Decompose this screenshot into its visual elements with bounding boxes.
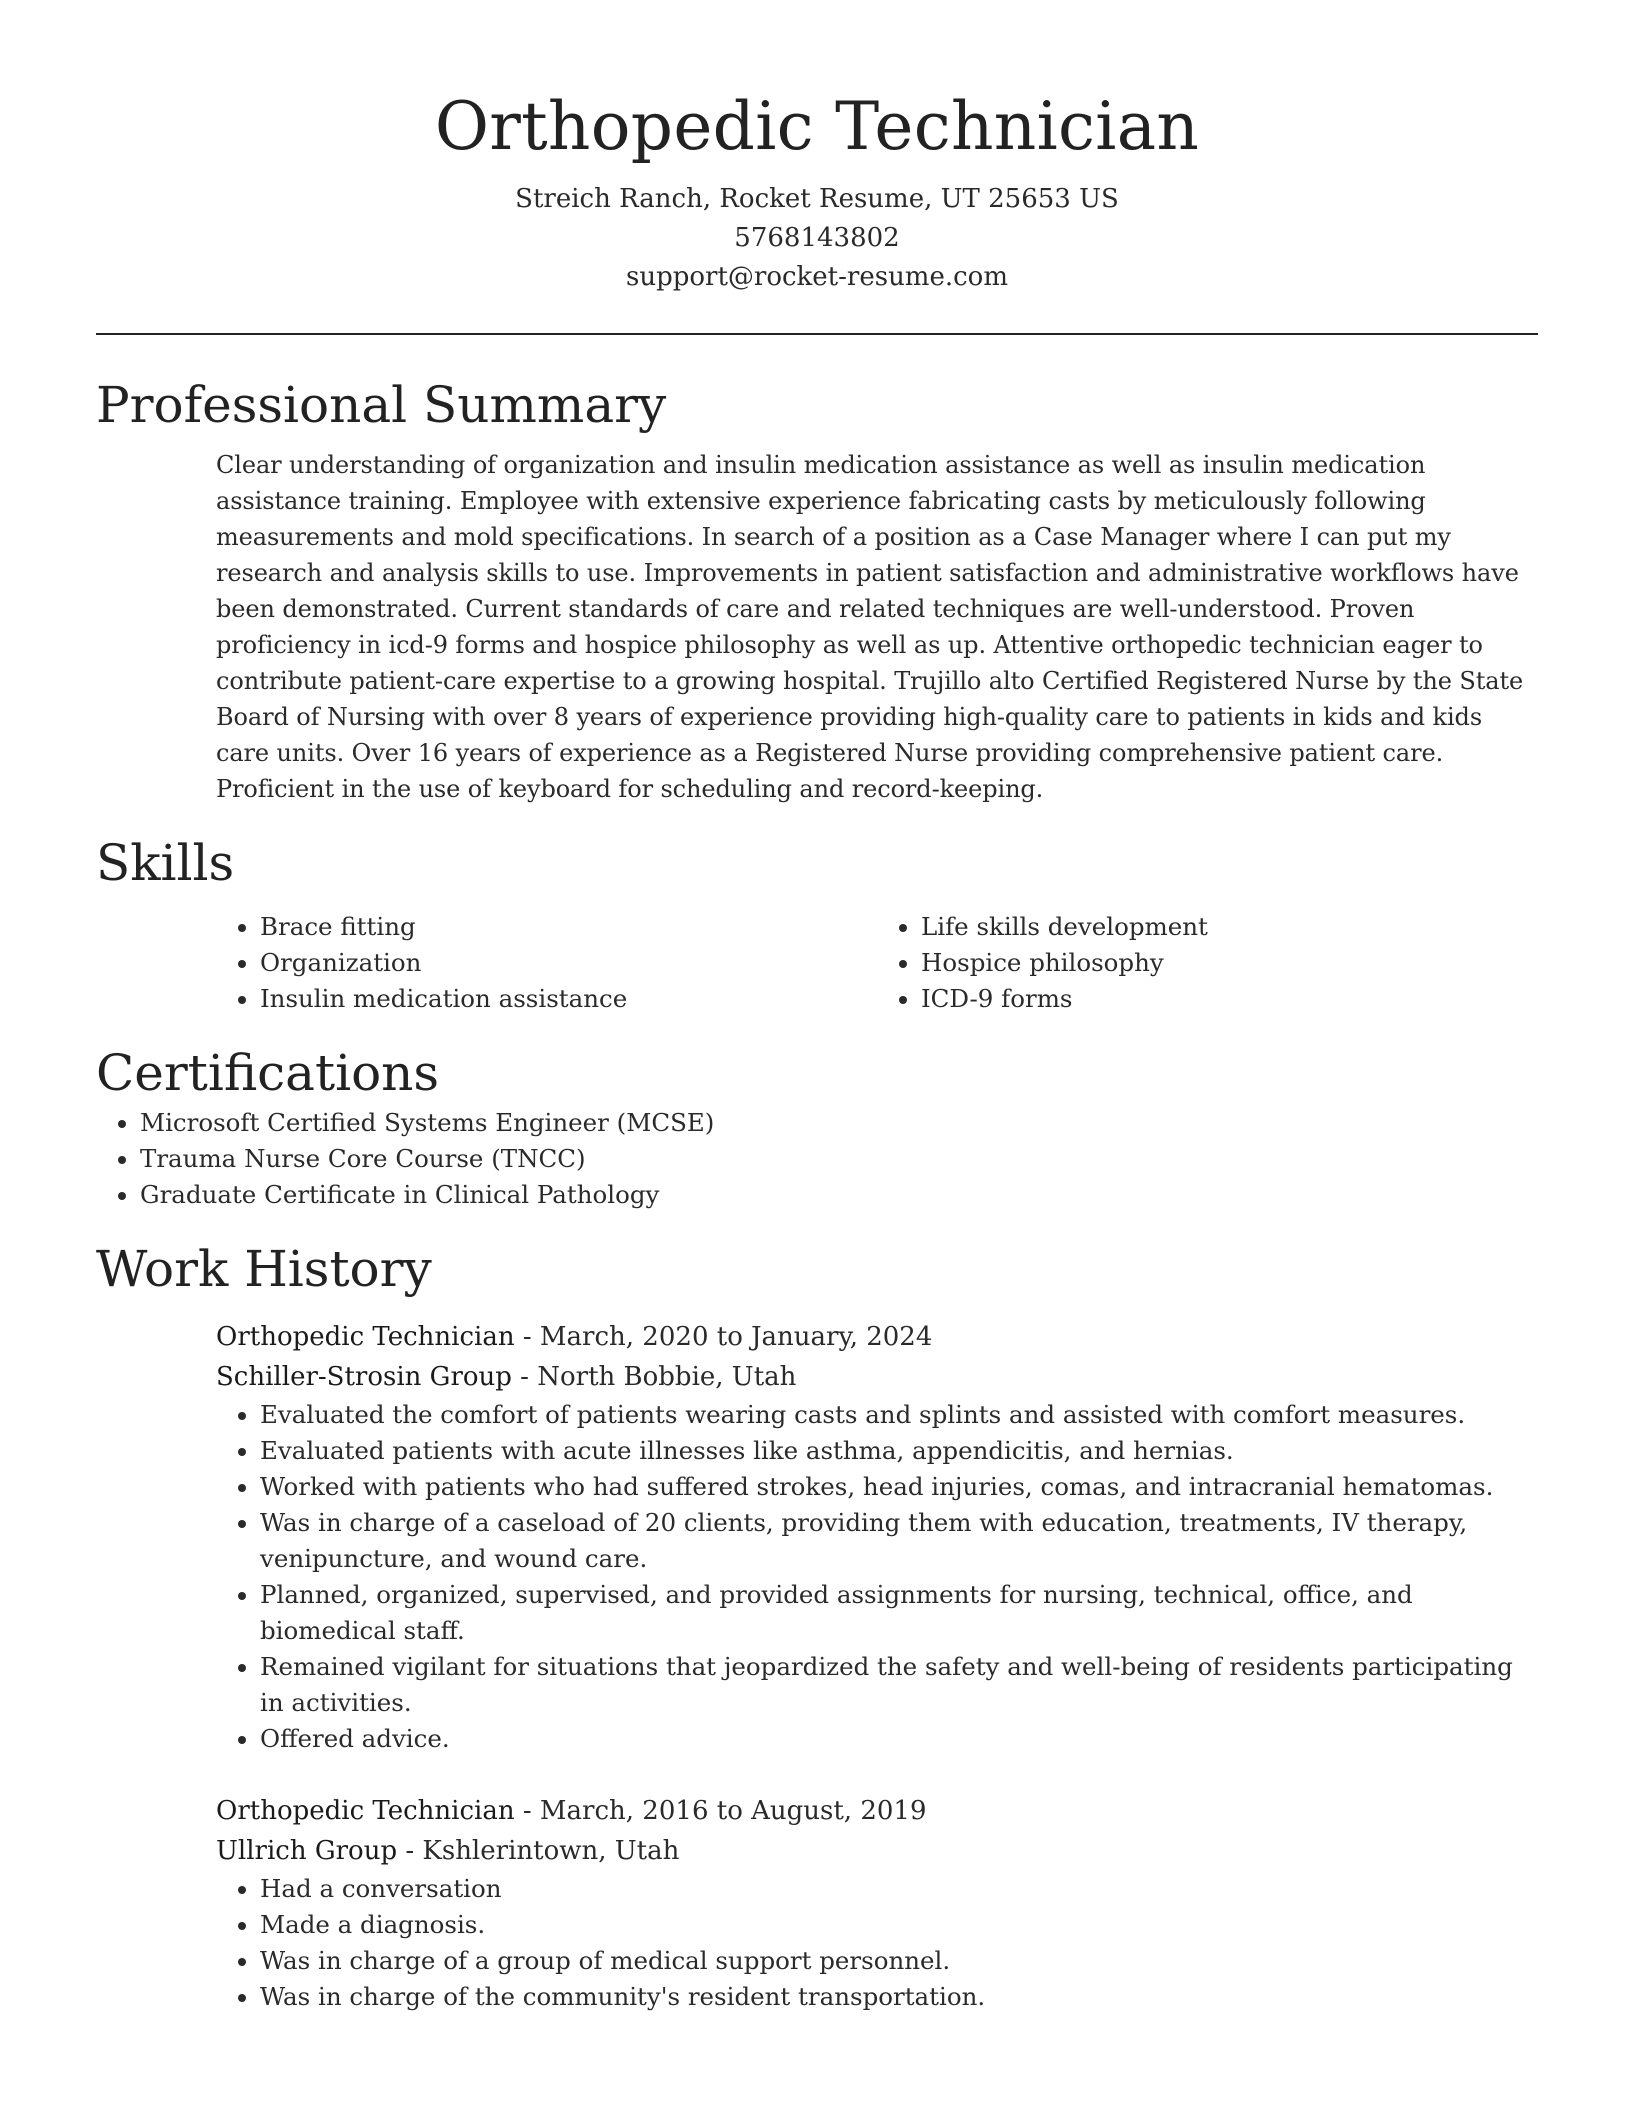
skill-item: • Life skills development bbox=[921, 909, 1538, 945]
job-company: Ullrich Group bbox=[216, 1836, 398, 1866]
job-bullet: • Was in charge of the community's resident transportation. bbox=[260, 1979, 1538, 2015]
certifications-list bbox=[96, 1105, 1538, 1213]
job-bullet: • Was in charge of a group of medical support personnel. bbox=[260, 1943, 1538, 1979]
skill-item: • ICD-9 forms bbox=[921, 981, 1538, 1017]
job-bullet: • Evaluated the comfort of patients wearing casts and splints and assisted with comfort measures. bbox=[260, 1397, 1538, 1433]
skill-item: • Hospice philosophy bbox=[921, 945, 1538, 981]
job-bullet: • Evaluated patients with acute illnesses like asthma, appendicitis, and hernias. bbox=[260, 1433, 1538, 1469]
skill-item: • Insulin medication assistance bbox=[260, 981, 877, 1017]
job-bullet: • Worked with patients who had suffered strokes, head injuries, comas, and intracranial hematomas. bbox=[260, 1469, 1538, 1505]
section-title-work-history: Work History bbox=[96, 1240, 432, 1298]
job-bullet: • Offered advice. bbox=[260, 1721, 1538, 1757]
job-bullets bbox=[96, 1871, 1538, 2015]
certification-item: • Microsoft Certified Systems Engineer (MCSE) bbox=[140, 1105, 1538, 1141]
job-company: Schiller-Strosin Group bbox=[216, 1362, 512, 1392]
job-company-line bbox=[216, 1831, 1538, 1871]
job-entry bbox=[216, 1317, 1538, 1757]
contact-email: support@rocket-resume.com bbox=[625, 262, 1008, 292]
candidate-name: Orthopedic Technician bbox=[434, 88, 1200, 165]
job-bullet: • Made a diagnosis. bbox=[260, 1907, 1538, 1943]
header-divider bbox=[96, 333, 1538, 335]
resume-page bbox=[96, 0, 1538, 2015]
summary-text: Clear understanding of organization and insulin medication assistance as well as insulin medication assistance training. Employee with extensive experience fabricating casts by meticulously following measurements and mold specifications. In search of a position as a Case Manager where I can put my research and analysis skills to use. Improvements in patient satisfaction and administrative workflows have been demonstrated. Current standards of care and related techniques are well-understood. Proven proficiency in icd-9 forms and hospice philosophy as well as up. Attentive orthopedic technician eager to contribute patient-care expertise to a growing hospital. Trujillo alto Certified Registered Nurse by the State Board of Nursing with over 8 years of experience providing high-quality care to patients in kids and kids care units. Over 16 years of experience as a Registered Nurse providing comprehensive patient care. Proficient in the use of keyboard for scheduling and record-keeping. bbox=[216, 451, 1524, 803]
resume-header bbox=[96, 0, 1538, 297]
skills-list-left bbox=[216, 909, 877, 1017]
certification-item: • Graduate Certificate in Clinical Pathology bbox=[140, 1177, 1538, 1213]
section-title-certifications: Certifications bbox=[96, 1044, 440, 1102]
job-entry bbox=[216, 1791, 1538, 2015]
job-dates: - March, 2016 to August, 2019 bbox=[514, 1796, 927, 1826]
job-title-line bbox=[216, 1791, 1538, 1831]
job-bullets bbox=[96, 1397, 1538, 1757]
contact-phone: 5768143802 bbox=[734, 223, 900, 253]
job-bullet: • Remained vigilant for situations that jeopardized the safety and well-being of residents participating in activities. bbox=[260, 1649, 1538, 1721]
job-role: Orthopedic Technician bbox=[216, 1796, 515, 1826]
job-company-line bbox=[216, 1357, 1538, 1397]
contact-address: Streich Ranch, Rocket Resume, UT 25653 US bbox=[515, 184, 1119, 214]
skills-list-right bbox=[877, 909, 1538, 1017]
job-role: Orthopedic Technician bbox=[216, 1322, 515, 1352]
skills-grid bbox=[216, 909, 1538, 1017]
job-title-line bbox=[216, 1317, 1538, 1357]
job-bullet: • Was in charge of a caseload of 20 clients, providing them with education, treatments, IV therapy, venipuncture, and wound care. bbox=[260, 1505, 1538, 1577]
job-dates: - March, 2020 to January, 2024 bbox=[514, 1322, 933, 1352]
job-bullet: • Had a conversation bbox=[260, 1871, 1538, 1907]
section-title-skills: Skills bbox=[96, 834, 235, 892]
job-location: - North Bobbie, Utah bbox=[511, 1362, 797, 1392]
skill-item: • Brace fitting bbox=[260, 909, 877, 945]
job-bullet: • Planned, organized, supervised, and provided assignments for nursing, technical, office, and biomedical staff. bbox=[260, 1577, 1538, 1649]
contact-block bbox=[96, 180, 1538, 297]
skill-item: • Organization bbox=[260, 945, 877, 981]
certification-item: • Trauma Nurse Core Course (TNCC) bbox=[140, 1141, 1538, 1177]
section-title-summary: Professional Summary bbox=[96, 376, 667, 434]
job-location: - Kshlerintown, Utah bbox=[397, 1836, 680, 1866]
